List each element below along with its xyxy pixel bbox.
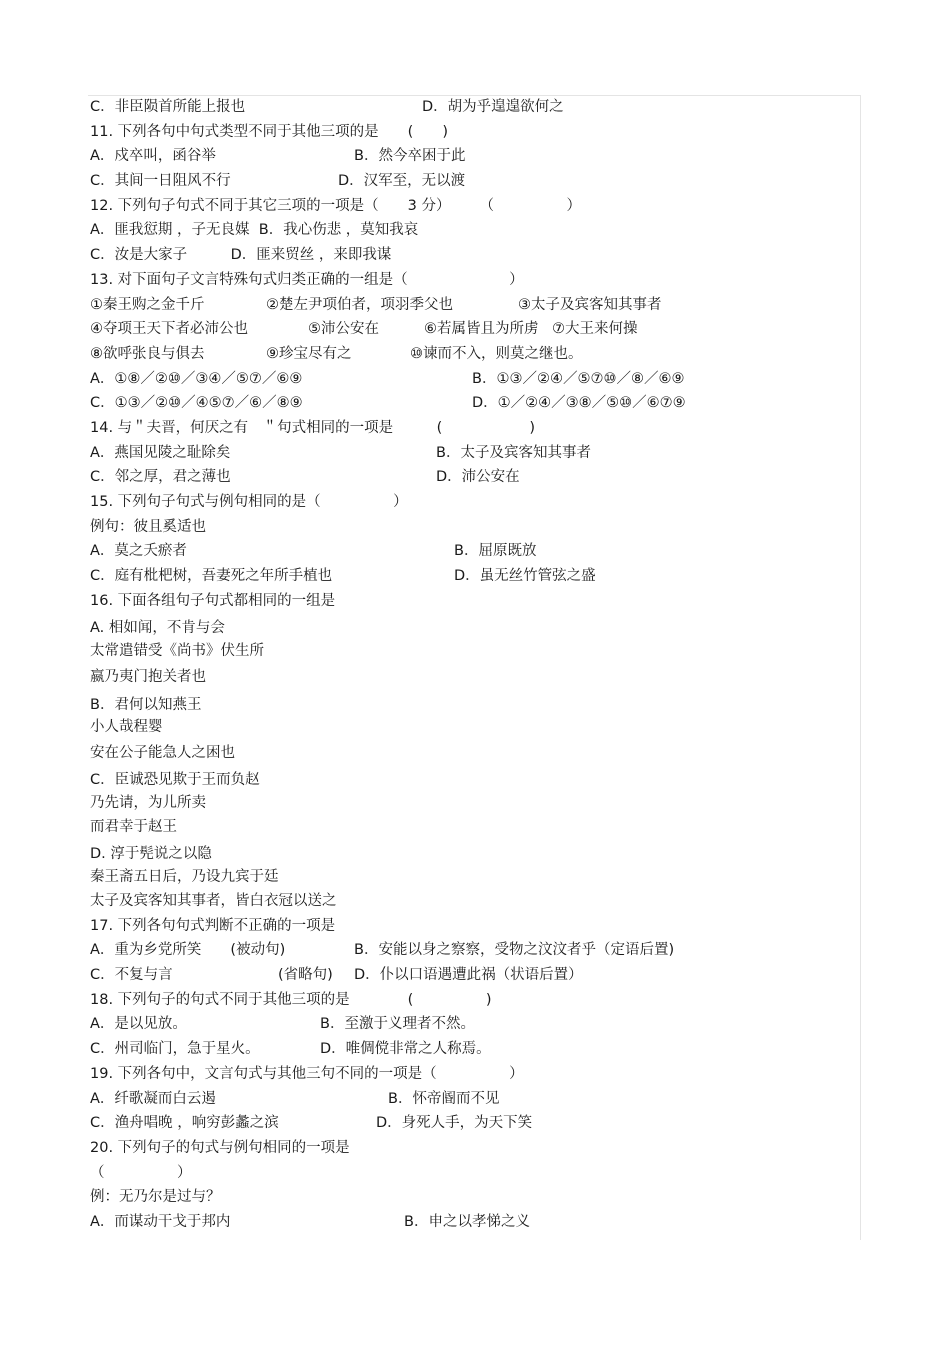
text-line	[90, 416, 860, 441]
text-line	[90, 865, 860, 890]
line-text: （ ）	[90, 1164, 192, 1181]
text-line	[90, 1161, 860, 1186]
option-text: ⑤沛公安在	[308, 321, 379, 338]
line-text: ⑧欲呼张良与俱去	[90, 345, 205, 362]
text-line	[90, 741, 860, 766]
text-line	[90, 317, 860, 342]
line-text: C．不复与言	[90, 967, 173, 984]
option-text: B．怀帝阍而不见	[388, 1090, 500, 1107]
line-text: C．其间一日阻风不行	[90, 173, 231, 190]
text-line	[90, 1136, 860, 1161]
option-text: ⑥若属皆且为所虏	[424, 321, 539, 338]
text-line	[90, 914, 860, 939]
line-text: C．汝是大家子 D．匪来贸丝 ，来即我谋	[90, 247, 392, 264]
line-text: C．渔舟唱晚 ，响穷彭蠡之滨	[90, 1115, 279, 1132]
text-line	[90, 515, 860, 540]
option-text: B．至激于义理者不然。	[320, 1016, 475, 1033]
line-text: A．①⑧／②⑩／③④／⑤⑦／⑥⑨	[90, 370, 303, 387]
line-text: 乃先请，为儿所卖	[90, 794, 206, 811]
text-line	[90, 963, 860, 988]
line-text: ④夺项王天下者必沛公也	[90, 321, 248, 338]
line-text: 15. 下列句子句式与例句相同的是（ ）	[90, 494, 408, 510]
text-line	[90, 1111, 860, 1136]
option-text: ⑦大王来何操	[552, 321, 638, 338]
line-text: B．君何以知燕王	[90, 696, 202, 713]
text-line	[90, 342, 860, 367]
line-text: 18. 下列句子的句式不同于其他三项的是 ( )	[90, 991, 492, 1008]
text-line	[90, 1037, 860, 1062]
text-line	[90, 1062, 860, 1087]
question-list	[90, 95, 860, 1235]
text-line	[90, 791, 860, 816]
line-text: C．非臣陨首所能上报也	[90, 99, 246, 115]
line-text: A．是以见放。	[90, 1016, 187, 1033]
line-text: ①秦王购之金千斤	[90, 296, 205, 313]
option-text: D．唯倜傥非常之人称焉。	[320, 1041, 491, 1058]
line-text: A．重为乡党所笑 (被动句)	[90, 942, 286, 959]
line-text: 小人哉程婴	[90, 718, 163, 735]
text-line	[90, 293, 860, 318]
text-line	[90, 441, 860, 466]
text-line	[90, 1012, 860, 1037]
text-line	[90, 1185, 860, 1210]
option-text: ⑨珍宝尽有之	[266, 345, 352, 362]
text-line	[90, 589, 860, 614]
line-text: 而君幸于赵王	[90, 819, 177, 836]
line-text: 例句：彼且奚适也	[90, 518, 206, 535]
option-text: B．申之以孝悌之义	[404, 1213, 530, 1230]
line-text: A．匪我愆期 ，子无良媒 B．我心伤悲 ，莫知我哀	[90, 222, 419, 239]
text-line	[90, 815, 860, 840]
text-line	[90, 616, 860, 641]
text-line	[90, 842, 860, 867]
text-line	[90, 1210, 860, 1235]
option-text: B．①③／②④／⑤⑦⑩／⑧／⑥⑨	[472, 370, 685, 387]
text-line	[90, 938, 860, 963]
text-line	[90, 564, 860, 589]
line-text: 11. 下列各句中句式类型不同于其他三项的是 ( )	[90, 123, 448, 140]
line-text: 嬴乃夷门抱关者也	[90, 669, 206, 686]
text-line	[90, 465, 860, 490]
line-text: C．州司临门，急于星火。	[90, 1041, 260, 1058]
line-text: A. 相如闻，不肯与会	[90, 619, 225, 636]
line-text: 太子及宾客知其事者，皆白衣冠以送之	[90, 893, 337, 909]
line-text: 13. 对下面句子文言特殊句式归类正确的一组是（ ）	[90, 271, 524, 288]
text-line	[90, 1087, 860, 1112]
text-line	[90, 639, 860, 664]
line-text: A．燕国见陵之耻除矣	[90, 444, 231, 461]
text-line	[90, 693, 860, 718]
line-text: A．而谋动干戈于邦内	[90, 1213, 231, 1230]
option-text: B．屈原既放	[454, 543, 537, 560]
text-line	[90, 144, 860, 169]
text-line	[90, 490, 860, 515]
text-line	[90, 120, 860, 145]
line-text: A．莫之夭瘀者	[90, 543, 187, 560]
line-text: C．庭有枇杷树，吾妻死之年所手植也	[90, 568, 333, 585]
line-text: 20. 下列句子的句式与例句相同的一项是	[90, 1139, 350, 1156]
option-text: D．沛公安在	[436, 469, 520, 486]
option-text: ③太子及宾客知其事者	[518, 296, 662, 313]
option-text: D．汉军至，无以渡	[338, 173, 466, 190]
line-text: A．纤歌凝而白云遏	[90, 1090, 216, 1107]
line-text: A．戍卒叫，函谷举	[90, 148, 216, 165]
option-text: (省略句)	[278, 967, 333, 984]
option-text: B．安能以身之察察，受物之汶汶者乎（定语后置)	[354, 942, 675, 959]
line-text: 17. 下列各句句式判断不正确的一项是	[90, 917, 336, 934]
text-line	[90, 243, 860, 268]
page-border-right	[860, 95, 861, 1240]
text-line	[90, 169, 860, 194]
line-text: 14. 与＂夫晋，何厌之有 ＂句式相同的一项是 ( )	[90, 419, 535, 436]
line-text: 安在公子能急人之困也	[90, 745, 235, 762]
option-text: D．虽无丝竹管弦之盛	[454, 568, 596, 585]
line-text: 12. 下列句子句式不同于其它三项的一项是（ 3 分） （ ）	[90, 197, 582, 214]
line-text: C．臣诚恐见欺于王而负赵	[90, 771, 260, 788]
option-text: B．太子及宾客知其事者	[436, 444, 591, 461]
option-text: D．仆以口语遇遭此祸（状语后置）	[354, 967, 583, 984]
line-text: 16. 下面各组句子句式都相同的一组是	[90, 592, 336, 609]
line-text: C．邻之厚，君之薄也	[90, 469, 231, 486]
text-line	[90, 768, 860, 793]
text-line	[90, 715, 860, 740]
line-text: 例：无乃尔是过与？	[90, 1189, 221, 1206]
text-line	[90, 95, 860, 120]
option-text: ⑩谏而不入，则莫之继也。	[410, 345, 583, 362]
text-line	[90, 367, 860, 392]
text-line	[90, 268, 860, 293]
line-text: 秦王斋五日后，乃设九宾于廷	[90, 869, 279, 886]
option-text: D．胡为乎遑遑欲何之	[422, 99, 564, 115]
text-line	[90, 218, 860, 243]
line-text: 19. 下列各句中，文言句式与其他三句不同的一项是（ ）	[90, 1065, 524, 1082]
line-text: 太常遣错受《尚书》伏生所	[90, 643, 264, 660]
option-text: D．①／②④／③⑧／⑤⑩／⑥⑦⑨	[472, 395, 686, 412]
option-text: D．身死人手，为天下笑	[376, 1115, 533, 1132]
text-line	[90, 889, 860, 914]
text-line	[90, 988, 860, 1013]
text-line	[90, 194, 860, 219]
text-line	[90, 539, 860, 564]
option-text: B．然今卒困于此	[354, 148, 466, 165]
text-line	[90, 391, 860, 416]
line-text: D. 淳于髡说之以隐	[90, 846, 212, 863]
option-text: ②楚左尹项伯者，项羽季父也	[266, 296, 453, 313]
line-text: C．①③／②⑩／④⑤⑦／⑥／⑧⑨	[90, 395, 303, 412]
text-line	[90, 665, 860, 690]
